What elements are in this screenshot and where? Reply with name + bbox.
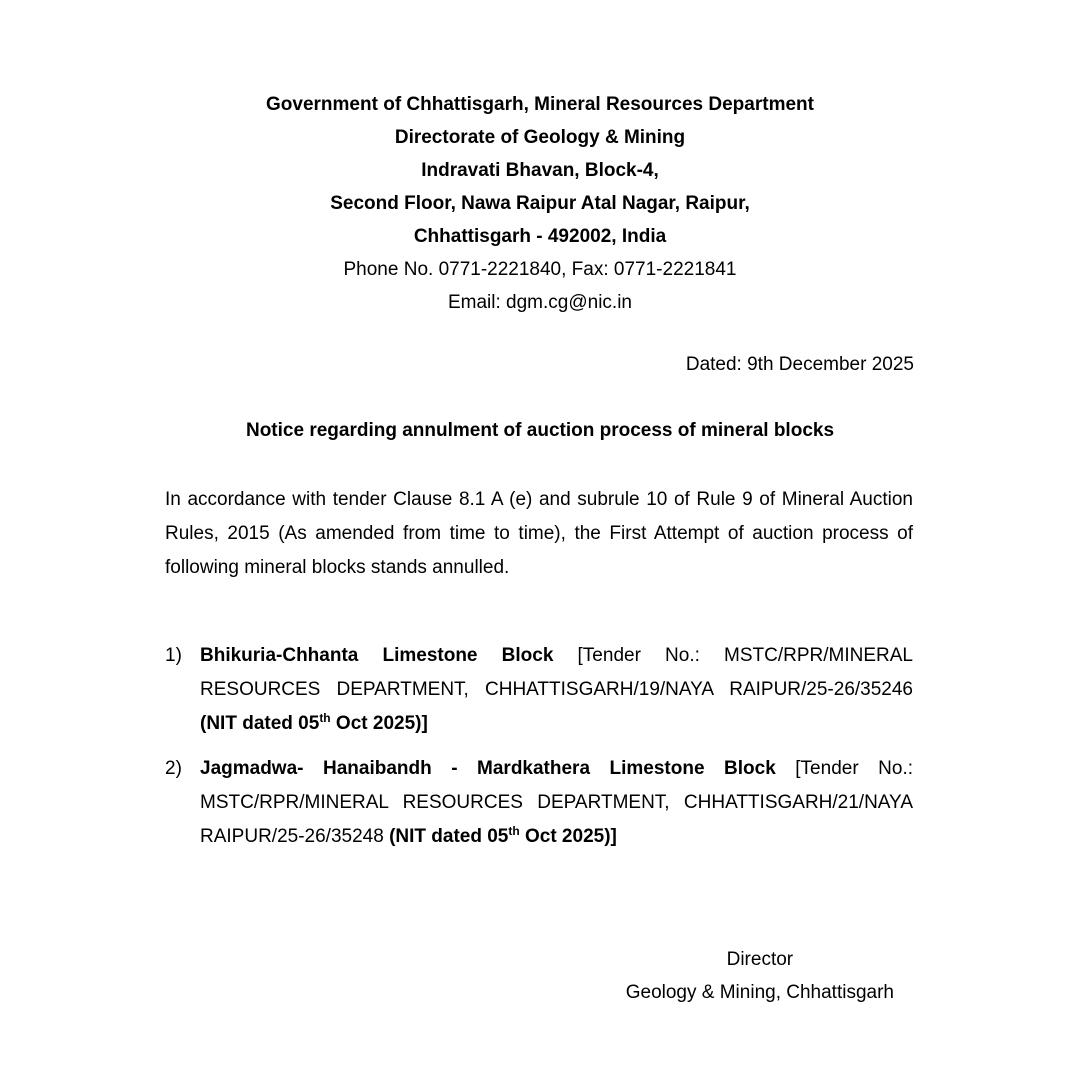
nit-date [200, 713, 428, 734]
nit-date-suffix: Oct 2025)] [519, 826, 617, 847]
directorate-name: Directorate of Geology & Mining [394, 127, 686, 148]
nit-date-ordinal: th [508, 824, 520, 838]
letterhead [0, 88, 1080, 319]
notice-paragraph: In accordance with tender Clause 8.1 A (e) and subrule 10 of Rule 9 of Mineral Auction Rules, 2015 (As amended from time to time), the First Attempt of auction process of following mineral blocks stands annulled. [165, 489, 913, 578]
nit-date-prefix: (NIT dated 05 [389, 826, 509, 847]
block-name: Jagmadwa- Hanaibandh - Mardkathera Limestone Block [200, 758, 776, 779]
list-item [165, 639, 913, 741]
list-item [165, 752, 913, 854]
contact-email: Email: dgm.cg@nic.in [447, 292, 633, 313]
list-item-number: 1) [165, 645, 182, 666]
nit-date-suffix: Oct 2025)] [330, 713, 428, 734]
address-building: Indravati Bhavan, Block-4, [421, 160, 659, 181]
mineral-block-list [165, 639, 913, 865]
signature-block [626, 943, 894, 1009]
block-name: Bhikuria-Chhanta Limestone Block [200, 645, 554, 666]
notice-title: Notice regarding annulment of auction process of mineral blocks [245, 420, 835, 441]
address-city: Chhattisgarh - 492002, India [413, 226, 667, 247]
nit-date-prefix: (NIT dated 05 [200, 713, 320, 734]
list-item-number: 2) [165, 758, 182, 779]
tender-number: [Tender No.: MSTC/RPR/MINERAL RESOURCES DEPARTMENT, CHHATTISGARH/21/NAYA RAIPUR/25-26/35248 [200, 758, 913, 847]
department-name: Government of Chhattisgarh, Mineral Resources Department [266, 94, 814, 115]
address-street: Second Floor, Nawa Raipur Atal Nagar, Raipur, [330, 193, 750, 214]
signatory-title: Director [726, 949, 794, 970]
nit-date-ordinal: th [319, 711, 331, 725]
tender-number: [Tender No.: MSTC/RPR/MINERAL RESOURCES DEPARTMENT, CHHATTISGARH/19/NAYA RAIPUR/25-26/35246 [200, 645, 913, 700]
nit-date [389, 826, 617, 847]
notice-date: Dated: 9th December 2025 [685, 354, 914, 375]
contact-phone-fax: Phone No. 0771-2221840, Fax: 0771-2221841 [343, 259, 737, 280]
signatory-office: Geology & Mining, Chhattisgarh [625, 982, 894, 1003]
